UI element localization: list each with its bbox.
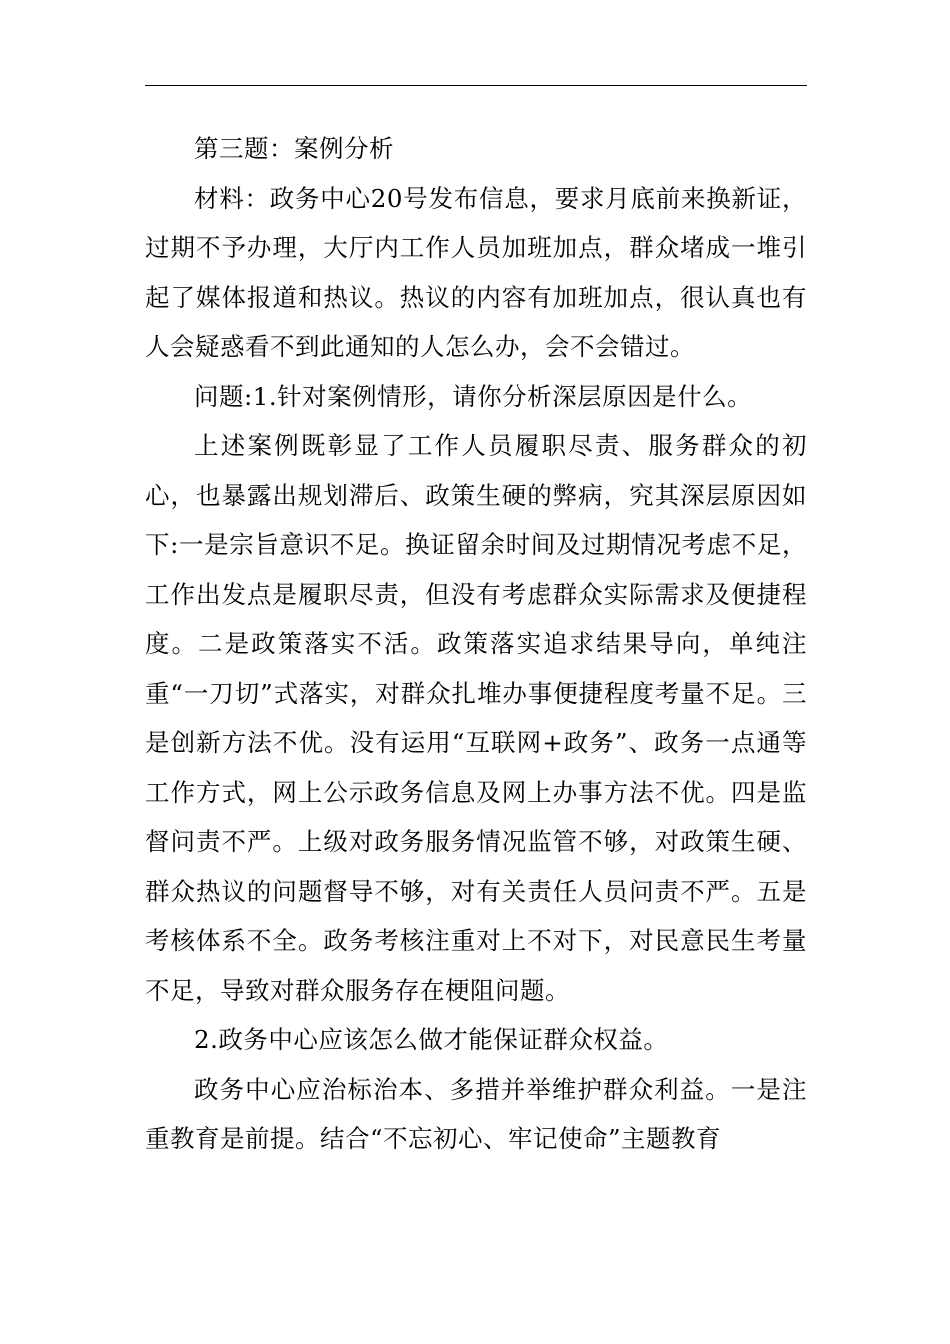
answer-2-paragraph: 政务中心应治标治本、多措并举维护群众利益。一是注重教育是前提。结合“不忘初心、牢记使命”主题教育 [145,1074,807,1153]
question-1: 问题:1.针对案例情形，请你分析深层原因是什么。 [194,381,753,411]
section-heading: 第三题：案例分析 [194,134,394,163]
header-rule [145,85,807,86]
material-paragraph: 材料：政务中心20号发布信息，要求月底前来换新证，过期不予办理，大厅内工作人员加班加点，群众堵成一堆引起了媒体报道和热议。热议的内容有加班加点，很认真也有人会疑惑看不到此通知的人怎么办，会不会错过。 [145,183,807,361]
answer-1-paragraph: 上述案例既彰显了工作人员履职尽责、服务群众的初心，也暴露出规划滞后、政策生硬的弊病，究其深层原因如下:一是宗旨意识不足。换证留余时间及过期情况考虑不足，工作出发点是履职尽责，但没有考虑群众实际需求及便捷程度。二是政策落实不活。政策落实追求结果导向，单纯注重“一刀切”式落实，对群众扎堆办事便捷程度考量不足。三是创新方法不优。没有运用“互联网+政务”、政务一点通等工作方式，网上公示政务信息及网上办事方法不优。四是监督问责不严。上级对政务服务情况监管不够，对政策生硬、群众热议的问题督导不够，对有关责任人员问责不严。五是考核体系不全。政务考核注重对上不对下，对民意民生考量不足，导致对群众服务存在梗阻问题。 [145,431,807,1005]
question-2: 2.政务中心应该怎么做才能保证群众权益。 [194,1025,669,1054]
document-body [145,124,807,1164]
